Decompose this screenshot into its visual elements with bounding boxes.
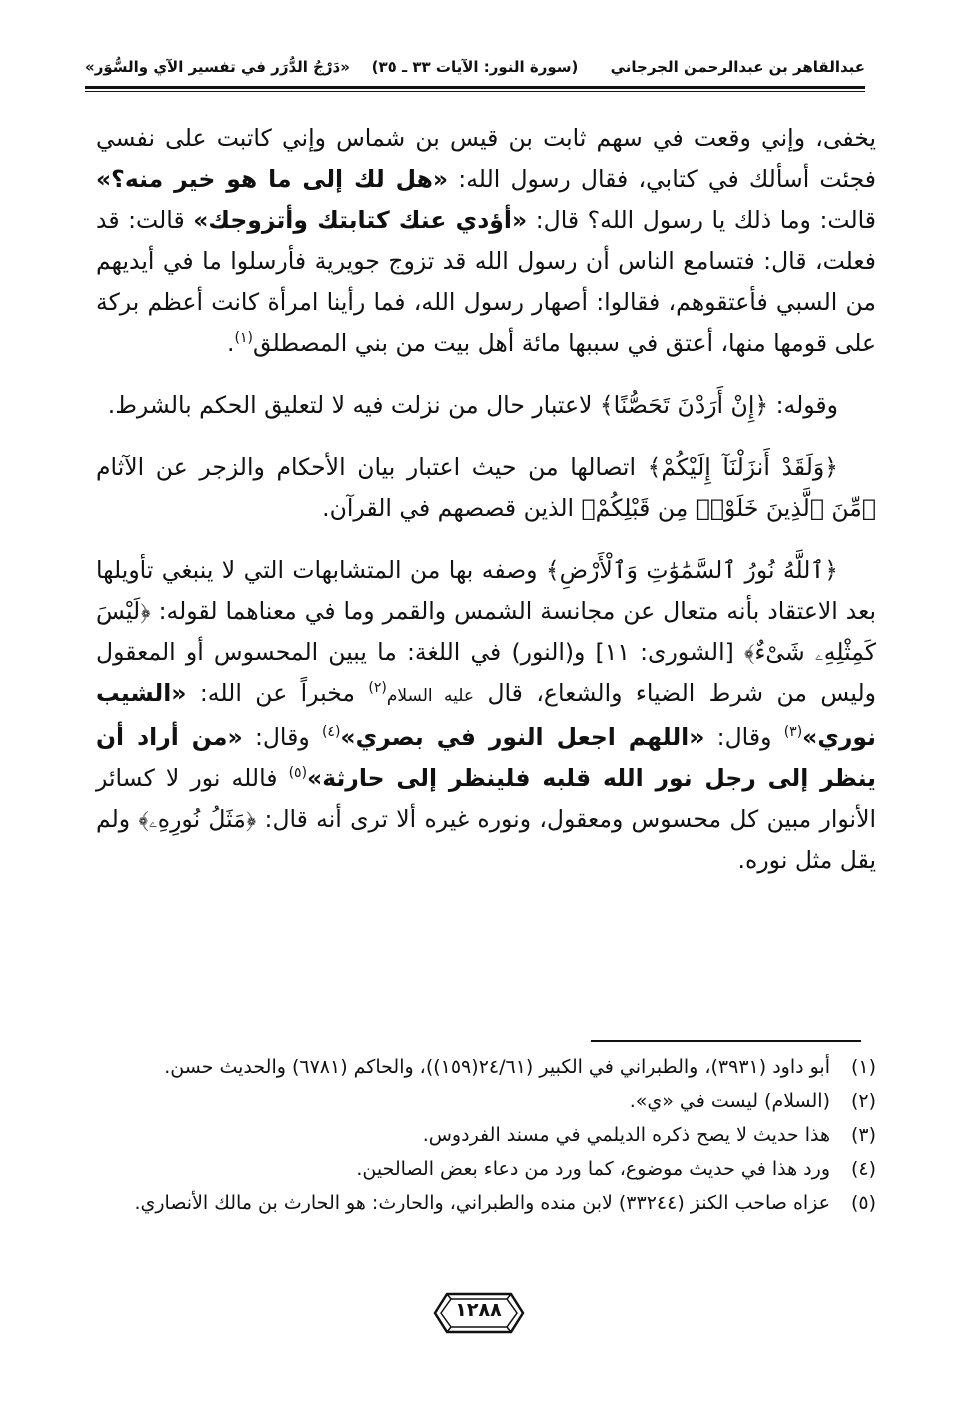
paragraph-1 (96, 118, 876, 364)
quran-quote: ﴿وَلَقَدْ أَنزَلْنَآ إِلَيْكُمْ﴾ (647, 453, 838, 481)
header-author: عبدالقاهر بن عبدالرحمن الجرجاني (610, 58, 865, 76)
paragraph-3 (96, 447, 876, 529)
text-run: يخفى، وإني وقعت في سهم ثابت بن قيس بن شماس وإني كاتبت على نفسي فجئت أسألك في كتابي، فقال رسول الله: (96, 124, 876, 193)
footnote-text: أبو داود (٣٩٣١)، والطبراني في الكبير (٢٤/٦١(١٥٩))، والحاكم (٦٧٨١) والحديث حسن. (164, 1056, 830, 1078)
text-run: قالت: قد فعلت، قال: فتسامع الناس أن رسول الله قد تزوج جويرية فأرسلوا ما في أيديهم من السبي فأعتقوهم، فقالوا: أصهار رسول الله، فما رأينا امرأة كانت أعظم بركة على قومها منها، أعتق في سببها مائة أهل بيت من بني المصطلق (96, 206, 876, 357)
text-run: وقوله: (768, 391, 838, 419)
hadith-quote: «أؤدي عنك كتابتك وأتزوجك» (193, 206, 528, 234)
footnote-text: هذا حديث لا يصح ذكره الديلمي في مسند الفردوس. (422, 1124, 830, 1146)
footnote-text: عزاه صاحب الكنز (٣٣٢٤٤) لابن منده والطبراني، والحارث: هو الحارث بن مالك الأنصاري. (134, 1192, 830, 1214)
footnotes (96, 1050, 876, 1220)
hadith-quote: «اللهم اجعل النور في بصري» (340, 723, 705, 751)
footnote-text: (السلام) ليست في «ي». (629, 1090, 830, 1112)
quran-quote: ﴿إِنْ أَرَدْنَ تَحَصُّنًا﴾ (599, 391, 769, 419)
footnote-number: (٤) (850, 1158, 876, 1180)
text-run: الذين قصصهم في القرآن. (322, 494, 582, 522)
text-run: فالله نور لا كسائر الأنوار مبين كل محسوس ومعقول، ونوره غيره ألا ترى أنه قال: (96, 764, 877, 833)
text-run: قالت: وما ذلك يا رسول الله؟ قال: (527, 206, 877, 234)
footnote-text: ورد هذا في حديث موضوع، كما ورد من دعاء بعض الصالحين. (356, 1158, 830, 1180)
quran-quote: ﴿مَثَلُ نُورِهِۦ﴾ (138, 805, 257, 833)
paragraph-4 (96, 550, 876, 881)
footnote-item (96, 1152, 876, 1186)
header-rule (85, 86, 865, 89)
footnote-item (96, 1186, 876, 1220)
quran-quote: ﴿ٱللَّهُ نُورُ ٱلسَّمَٰوَٰتِ وَٱلْأَرْضِ﴾ (545, 556, 838, 584)
text-run: [الشورى: ١١] و(النور) في اللغة: ما يبين المحسوس أو المعقول وليس من شرط الضياء والشعاع، قال (96, 638, 876, 707)
footnote-separator (591, 1040, 861, 1042)
header-rule-thin (85, 91, 865, 92)
main-text (96, 118, 876, 902)
quran-quote: ﴿مِّنَ ٱلَّذِينَ خَلَوْا۟ مِن قَبْلِكُمْ﴾ (581, 494, 876, 522)
footnote-number: (٢) (850, 1090, 876, 1112)
footnote-ref: (١) (234, 330, 253, 347)
text-run: لاعتبار حال من نزلت فيه لا لتعليق الحكم بالشرط. (107, 391, 600, 419)
text-run: وقال: (242, 723, 322, 751)
text-run: . (227, 329, 235, 357)
footnote-item (96, 1050, 876, 1084)
hadith-quote: «من أراد أن ينظر إلى رجل نور الله قلبه فلينظر إلى حارثة» (96, 723, 876, 792)
salutation-glyph: عليه السلام (386, 686, 475, 706)
footnote-ref: (٣) (783, 724, 803, 741)
running-header (85, 50, 865, 94)
page-number: ١٢٨٨ (455, 1299, 502, 1321)
footnote-ref: (٤) (321, 724, 341, 741)
paragraph-2 (96, 385, 876, 426)
footnote-number: (٥) (850, 1192, 876, 1214)
text-run: مخبراً عن الله: (186, 679, 369, 707)
header-surah: (سورة النور: الآيات ٣٣ ـ ٣٥) (371, 58, 579, 76)
page-number-ornament (433, 1290, 525, 1336)
text-run: ولم يقل مثل نوره. (96, 805, 876, 874)
text-run: اتصالها من حيث اعتبار بيان الأحكام والزجر عن الآثام (96, 453, 648, 481)
footnote-ref: (٢) (368, 680, 387, 697)
footnote-number: (١) (850, 1056, 876, 1078)
hadith-quote: «الشيب نوري» (96, 679, 876, 751)
text-run: وقال: (704, 723, 784, 751)
hadith-quote: «هل لك إلى ما هو خير منه؟» (96, 165, 449, 193)
header-book-title: «دَرْجُ الدُّرَر في تفسير الآي والسُّوَر» (85, 58, 350, 76)
footnote-item (96, 1084, 876, 1118)
footnote-ref: (٥) (288, 765, 308, 782)
footnote-number: (٣) (850, 1124, 876, 1146)
quran-quote: ﴿لَيْسَ كَمِثْلِهِۦ شَىْءٌ﴾ (96, 597, 877, 666)
text-run: وصفه بها من المتشابهات التي لا ينبغي تأويلها بعد الاعتقاد بأنه متعال عن مجانسة الشمس والقمر وما في معناهما لقوله: (96, 556, 876, 625)
footnote-item (96, 1118, 876, 1152)
